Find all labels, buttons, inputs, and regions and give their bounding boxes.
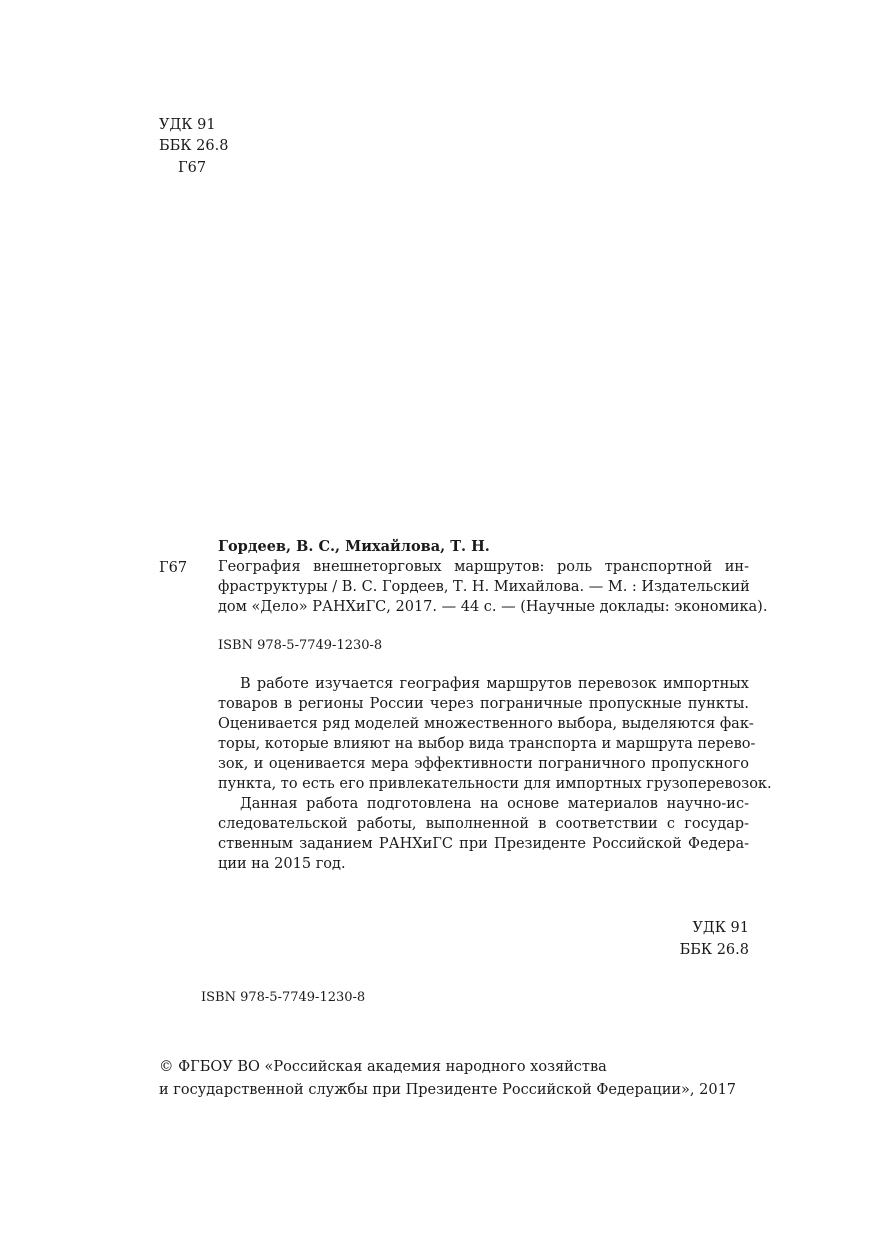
abstract-line: ственным заданием РАНХиГС при Президенте Российской Федера-	[218, 836, 749, 852]
description-line: География внешнеторговых маршрутов: роль транспортной ин-	[218, 559, 749, 575]
author-sign-record: Г67	[159, 560, 188, 576]
bibliographic-description	[218, 557, 768, 617]
abstract-line: Оценивается ряд моделей множественного выбора, выделяются фак-	[218, 716, 754, 732]
description-line: фраструктуры / В. С. Гордеев, Т. Н. Михайлова. — М. : Издательский	[218, 579, 750, 595]
udk-code-bottom: УДК 91	[692, 920, 749, 936]
abstract-line: торы, которые влияют на выбор вида транспорта и маршрута перево-	[218, 736, 756, 752]
abstract-line: пункта, то есть его привлекательности для импортных грузоперевозок.	[218, 776, 772, 792]
isbn-record: ISBN 978-5-7749-1230-8	[218, 638, 383, 653]
copyright-line-1: © ФГБОУ ВО «Российская академия народного хозяйства	[159, 1059, 607, 1075]
abstract	[218, 674, 772, 874]
author-sign-top: Г67	[178, 160, 207, 176]
copyright-line-2: и государственной службы при Президенте Российской Федерации», 2017	[159, 1082, 737, 1098]
abstract-line: ции на 2015 год.	[218, 856, 346, 872]
abstract-line: зок, и оценивается мера эффективности пограничного пропускного	[218, 756, 749, 772]
description-line: дом «Дело» РАНХиГС, 2017. — 44 с. — (Научные доклады: экономика).	[218, 599, 768, 615]
abstract-line: товаров в регионы России через пограничные пропускные пункты.	[218, 696, 749, 712]
udk-code-top: УДК 91	[159, 117, 216, 133]
authors-heading: Гордеев, В. С., Михайлова, Т. Н.	[218, 538, 490, 555]
bbk-code-top: ББК 26.8	[159, 138, 229, 154]
bbk-code-bottom: ББК 26.8	[679, 942, 749, 958]
abstract-line: В работе изучается география маршрутов перевозок импортных	[240, 676, 749, 692]
abstract-line: Данная работа подготовлена на основе материалов научно-ис-	[240, 796, 749, 812]
abstract-line: следовательской работы, выполненной в соответствии с государ-	[218, 816, 749, 832]
isbn-bottom: ISBN 978-5-7749-1230-8	[201, 990, 366, 1005]
